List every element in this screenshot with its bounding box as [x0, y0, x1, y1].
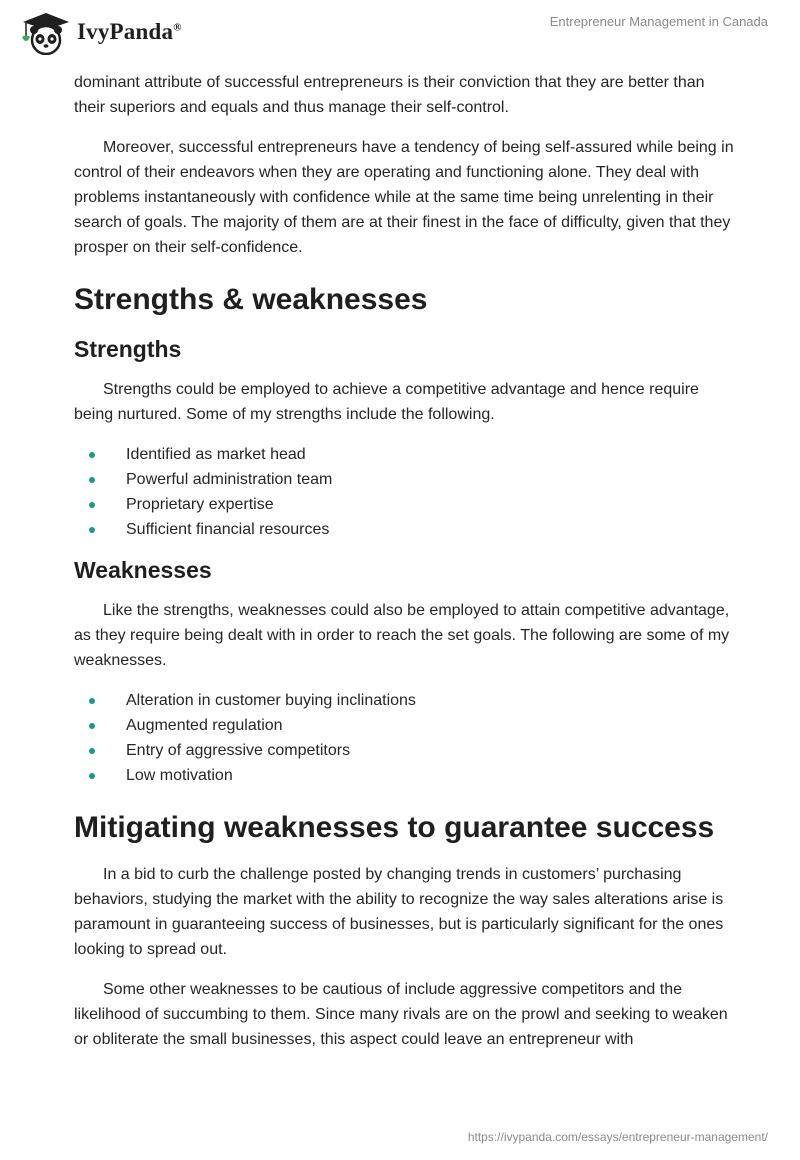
paragraph-weaknesses: Like the strengths, weaknesses could also be employed to attain competitive advantage, as they require being dealt with in order to reach the set goals. The following are some of my weaknesses. [74, 602, 730, 669]
paragraph-mitigating-2: Some other weaknesses to be cautious of include aggressive competitors and the likelihood of succumbing to them. Since many rivals are on the prowl and seeking to weaken or obliterate the small businesses, this aspect could leave an entrepreneur with [74, 981, 728, 1048]
weaknesses-list [74, 688, 734, 788]
heading-strengths-weaknesses: Strengths & weaknesses [74, 283, 428, 316]
paragraph-mitigating-1: In a bid to curb the challenge posted by changing trends in customers’ purchasing behaviors, studying the market with the ability to recognize the way sales alterations arise is paramount in guaranteeing success of businesses, but is particularly significant for the ones looking to spread out. [74, 866, 724, 958]
heading-mitigating: Mitigating weaknesses to guarantee success [74, 811, 715, 844]
list-item: Proprietary expertise [74, 492, 734, 517]
page-header [0, 0, 800, 62]
source-url-link[interactable]: https://ivypanda.com/essays/entrepreneur-management/ [467, 1130, 768, 1144]
bullet-icon [89, 527, 95, 533]
bullet-icon [89, 698, 95, 704]
list-item: Powerful administration team [74, 467, 734, 492]
article-body [74, 70, 734, 1067]
panda-graduate-icon [16, 9, 74, 55]
list-item: Alteration in customer buying inclinations [74, 688, 734, 713]
list-item: Low motivation [74, 763, 734, 788]
bullet-icon [89, 502, 95, 508]
document-title: Entrepreneur Management in Canada [549, 14, 768, 29]
logo-text: IvyPanda® [77, 19, 182, 44]
list-item: Sufficient financial resources [74, 517, 734, 542]
list-item: Augmented regulation [74, 713, 734, 738]
ivypanda-logo[interactable] [16, 9, 182, 55]
heading-strengths: Strengths [74, 336, 182, 362]
list-item: Identified as market head [74, 442, 734, 467]
bullet-icon [89, 452, 95, 458]
list-item: Entry of aggressive competitors [74, 738, 734, 763]
bullet-icon [89, 477, 95, 483]
bullet-icon [89, 723, 95, 729]
bullet-icon [89, 748, 95, 754]
strengths-list [74, 442, 734, 542]
bullet-icon [89, 773, 95, 779]
paragraph-self-assured: Moreover, successful entrepreneurs have a tendency of being self-assured while being in control of their endeavors when they are operating and functioning alone. They deal with problems instantaneously with confidence while at the same time being unrelenting in their search of goals. The majority of them are at their finest in the face of difficulty, given that they prosper on their self-confidence. [74, 139, 734, 256]
paragraph-intro-continued: dominant attribute of successful entrepreneurs is their conviction that they are better than their superiors and equals and thus manage their self-control. [74, 74, 705, 116]
heading-weaknesses: Weaknesses [74, 557, 212, 583]
paragraph-strengths: Strengths could be employed to achieve a competitive advantage and hence require being nurtured. Some of my strengths include the following. [74, 381, 699, 423]
